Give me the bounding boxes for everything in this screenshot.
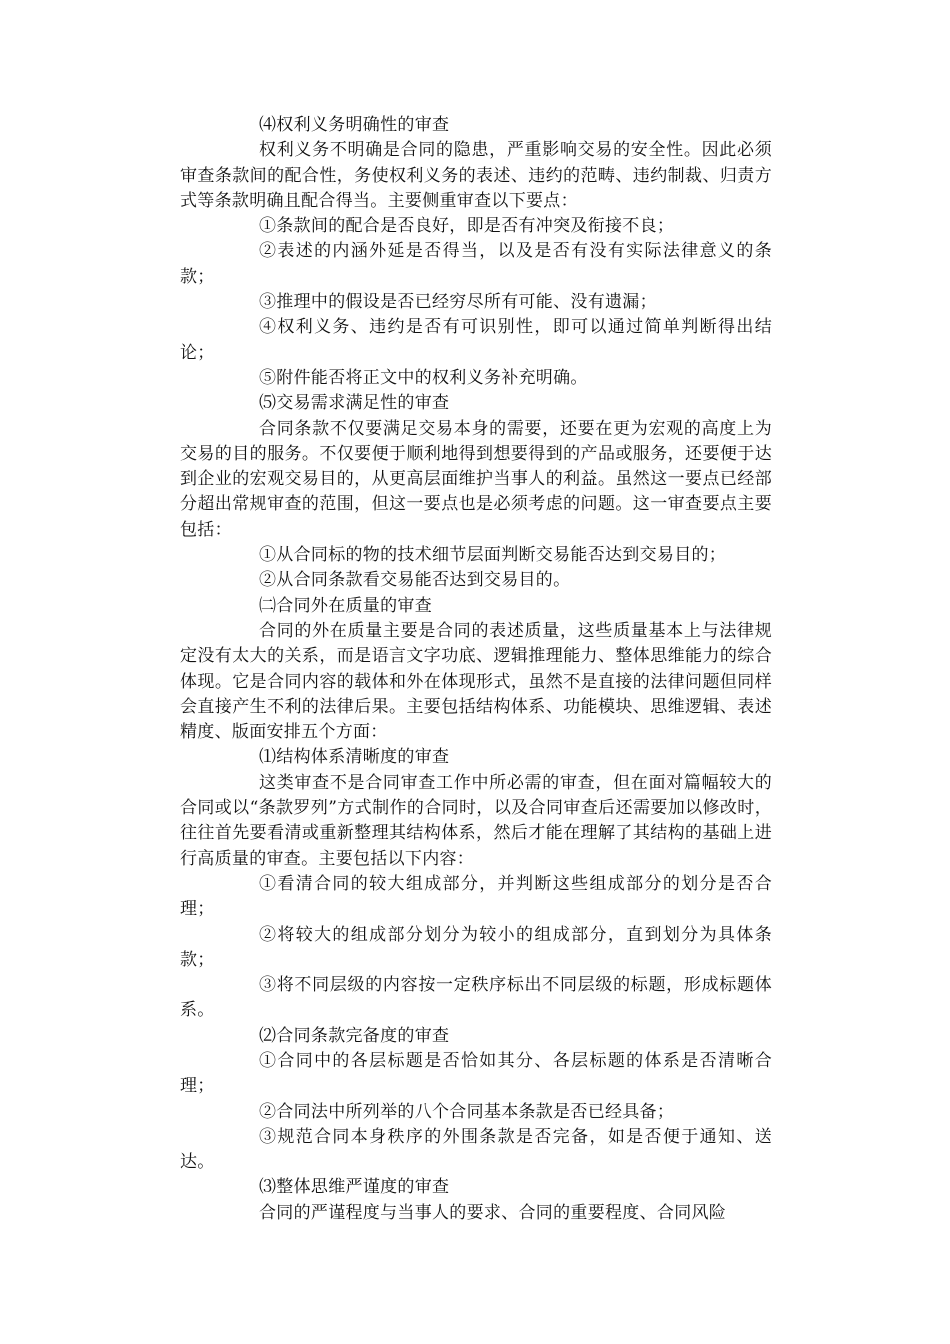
paragraph: 权利义务不明确是合同的隐患，严重影响交易的安全性。因此必须审查条款间的配合性，务使权利义务的表述、违约的范畴、违约制裁、归责方式等条款明确且配合得当。主要侧重审查以下要点：	[180, 140, 772, 211]
list-item: ⑤附件能否将正文中的权利义务补充明确。	[259, 367, 588, 388]
paragraph: 合同的外在质量主要是合同的表述质量，这些质量基本上与法律规定没有太大的关系，而是语言文字功底、逻辑推理能力、整体思维能力的综合体现。它是合同内容的载体和外在体现形式，虽然不是直接的法律问题但同样会直接产生不利的法律后果。主要包括结构体系、功能模块、思维逻辑、表述精度、版面安排五个方面：	[180, 620, 772, 743]
list-item: ①合同中的各层标题是否恰如其分、各层标题的体系是否清晰合理；	[180, 1050, 772, 1097]
list-item: ②从合同条款看交易能否达到交易目的。	[259, 570, 571, 591]
list-item: ①条款间的配合是否良好，即是否有冲突及衔接不良；	[259, 216, 675, 237]
section-heading: ⑴结构体系清晰度的审查	[259, 747, 450, 768]
list-item: ②表述的内涵外延是否得当，以及是否有没有实际法律意义的条款；	[180, 241, 772, 287]
list-item: ④权利义务、违约是否有可识别性，即可以通过简单判断得出结论；	[180, 317, 772, 363]
list-item: ②合同法中所列举的八个合同基本条款是否已经具备；	[259, 1101, 675, 1122]
section-heading: ⑷权利义务明确性的审查	[259, 115, 450, 135]
list-item: ①从合同标的物的技术细节层面判断交易能否达到交易目的；	[259, 545, 727, 566]
section-heading: ⑸交易需求满足性的审查	[259, 393, 450, 414]
list-item: ③推理中的假设是否已经穷尽所有可能、没有遗漏；	[259, 292, 657, 313]
paragraph: 合同的严谨程度与当事人的要求、合同的重要程度、合同风险	[259, 1202, 727, 1223]
document-body	[180, 113, 772, 1226]
list-item: ③将不同层级的内容按一定秩序标出不同层级的标题，形成标题体系。	[180, 975, 772, 1021]
list-item: ②将较大的组成部分划分为较小的组成部分，直到划分为具体条款；	[180, 924, 772, 970]
list-item: ③规范合同本身秩序的外围条款是否完备，如是否便于通知、送达。	[180, 1126, 772, 1173]
section-heading: ⑵合同条款完备度的审查	[259, 1025, 450, 1046]
section-heading: ⑶整体思维严谨度的审查	[259, 1177, 450, 1198]
paragraph: 合同条款不仅要满足交易本身的需要，还要在更为宏观的高度上为交易的目的服务。不仅要便于顺利地得到想要得到的产品或服务，还要便于达到企业的宏观交易目的，从更高层面维护当事人的利益。虽然这一要点已经部分超出常规审查的范围，但这一要点也是必须考虑的问题。这一审查要点主要包括：	[180, 418, 772, 540]
list-item: ①看清合同的较大组成部分，并判断这些组成部分的划分是否合理；	[180, 873, 772, 920]
section-heading: ㈡合同外在质量的审查	[259, 595, 432, 616]
paragraph: 这类审查不是合同审查工作中所必需的审查，但在面对篇幅较大的合同或以“条款罗列”方式制作的合同时，以及合同审查后还需要加以修改时，往往首先要看清或重新整理其结构体系，然后才能在理解了其结构的基础上进行高质量的审查。主要包括以下内容：	[180, 772, 772, 869]
